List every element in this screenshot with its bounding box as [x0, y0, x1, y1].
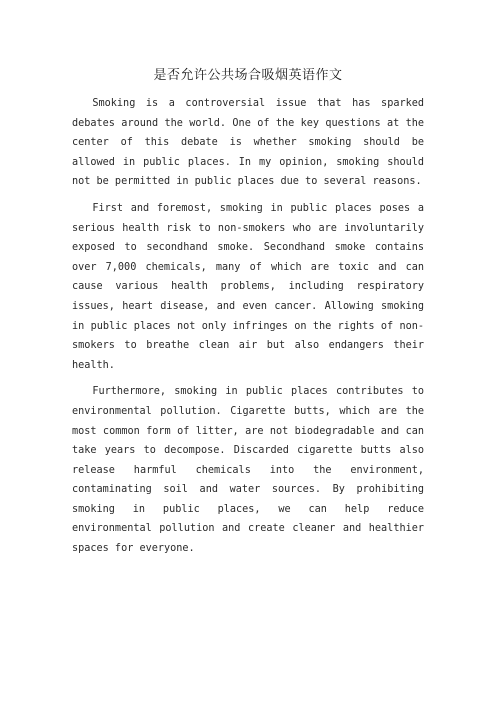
- document-title: 是否允许公共场合吸烟英语作文: [153, 68, 343, 83]
- paragraph-intro: Smoking is a controversial issue that has sparked debates around the world. One of the key questions at the center of this debate is whether smoking should be allowed in public places. In my opinion, smoking should not be permitted in public places due to several reasons.: [72, 98, 424, 188]
- paragraph-environment: Furthermore, smoking in public places contributes to environmental pollution. Cigarette butts, which are the most common form of litter, are not biodegradable and can take years to decompose. Discarded cigarette butts also release harmful chemicals into the environment, contaminating soil and water sources. By prohibiting smoking in public places, we can help reduce environmental pollution and create cleaner and healthier spaces for everyone.: [72, 386, 424, 555]
- document-body: [72, 94, 424, 566]
- paragraph-health-risk: First and foremost, smoking in public places poses a serious health risk to non-smokers who are involuntarily exposed to secondhand smoke. Secondhand smoke contains over 7,000 chemicals, many of which are toxic and can cause various health problems, including respiratory issues, heart disease, and even cancer. Allowing smoking in public places not only infringes on the rights of non-smokers to breathe clean air but also endangers their health.: [72, 202, 424, 371]
